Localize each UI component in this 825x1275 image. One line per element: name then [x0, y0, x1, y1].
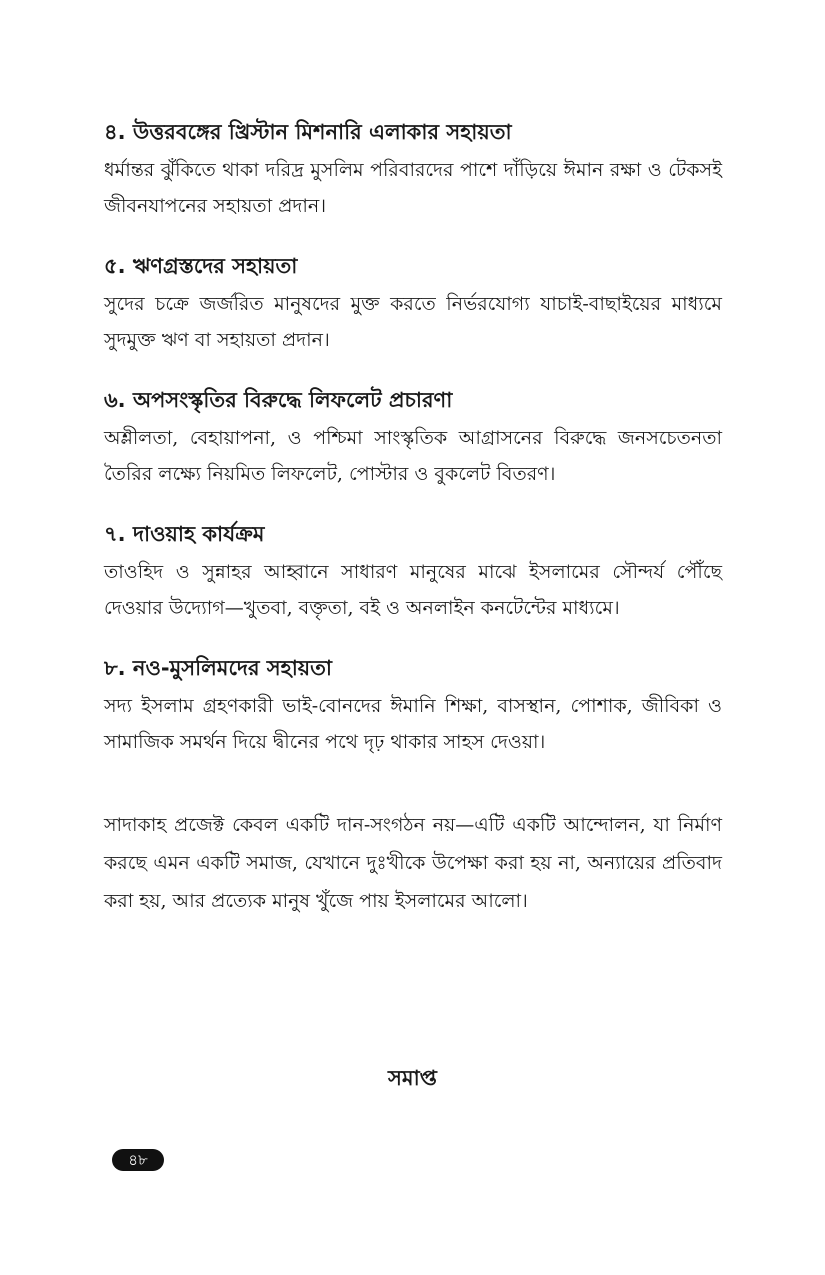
section-new-muslim-support: [104, 648, 722, 760]
section-text: তাওহিদ ও সুন্নাহর আহ্বানে সাধারণ মানুষের মাঝে ইসলামের সৌন্দর্য পৌঁছে দেওয়ার উদ্যোগ—খুতবা, বক্তৃতা, বই ও অনলাইন কনটেন্টের মাধ্যমে।: [104, 561, 722, 619]
section-text: ধর্মান্তর ঝুঁকিতে থাকা দরিদ্র মুসলিম পরিবারদের পাশে দাঁড়িয়ে ঈমান রক্ষা ও টেকসই জীবনযাপনের সহায়তা প্রদান।: [104, 159, 722, 217]
section-debtor-support: [104, 246, 722, 358]
end-mark: সমাপ্ত: [388, 1066, 437, 1090]
section-heading: ৬. অপসংস্কৃতির বিরুদ্ধে লিফলেট প্রচারণা: [104, 388, 453, 412]
closing-paragraph: সাদাকাহ প্রজেক্ট কেবল একটি দান-সংগঠন নয়—এটি একটি আন্দোলন, যা নির্মাণ করছে এমন একটি সমাজ, যেখানে দুঃখীকে উপেক্ষা করা হয় না, অন্যায়ের প্রতিবাদ করা হয়, আর প্রত্যেক মানুষ খুঁজে পায় ইসলামের আলো।: [104, 814, 722, 912]
section-text: অশ্লীলতা, বেহায়াপনা, ও পশ্চিমা সাংস্কৃতিক আগ্রাসনের বিরুদ্ধে জনসচেতনতা তৈরির লক্ষ্যে নিয়মিত লিফলেট, পোস্টার ও বুকলেট বিতরণ।: [104, 427, 722, 485]
page-number-badge: ৪৮: [112, 1149, 164, 1171]
section-christian-mission-area-support: [104, 112, 722, 224]
section-text: সুদের চক্রে জর্জরিত মানুষদের মুক্ত করতে নির্ভরযোগ্য যাচাই-বাছাইয়ের মাধ্যমে সুদমুক্ত ঋণ বা সহায়তা প্রদান।: [104, 293, 722, 351]
page-content: [104, 112, 722, 939]
section-heading: ৫. ঋণগ্রস্তদের সহায়তা: [104, 254, 298, 278]
section-leaflet-campaign: [104, 380, 722, 492]
section-dawah-activities: [104, 514, 722, 626]
section-heading: ৪. উত্তরবঙ্গের খ্রিস্টান মিশনারি এলাকার সহায়তা: [104, 120, 512, 144]
section-text: সদ্য ইসলাম গ্রহণকারী ভাই-বোনদের ঈমানি শিক্ষা, বাসস্থান, পোশাক, জীবিকা ও সামাজিক সমর্থন দিয়ে দ্বীনের পথে দৃঢ় থাকার সাহস দেওয়া।: [104, 695, 722, 753]
section-heading: ৮. নও-মুসলিমদের সহায়তা: [104, 656, 333, 680]
section-heading: ৭. দাওয়াহ কার্যক্রম: [104, 522, 265, 546]
